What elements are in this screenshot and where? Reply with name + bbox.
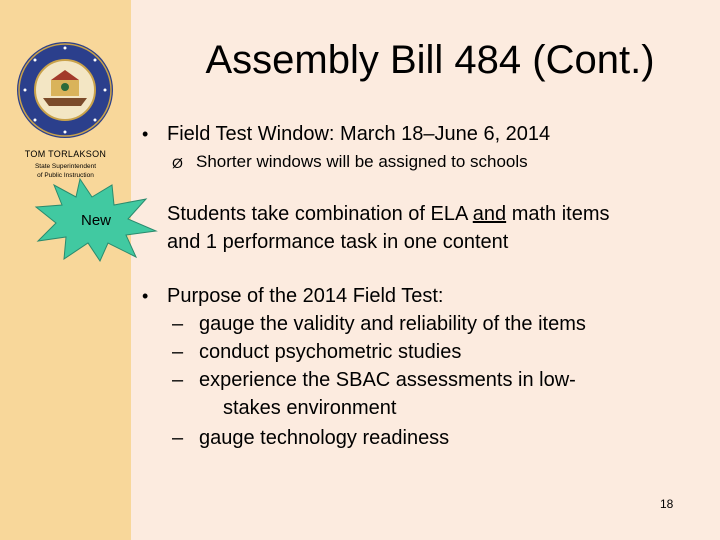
arrow-bullet-icon: Ø [172,155,183,171]
bullet-students-take-line2: and 1 performance task in one content [167,231,509,253]
bullet-purpose: Purpose of the 2014 Field Test: [167,285,444,307]
students-take-text: Students take combination of ELA [167,203,473,225]
sub-bullet-shorter-windows: Shorter windows will be assigned to schools [196,152,528,171]
dash-marker: – [172,341,184,363]
superintendent-name: TOM TORLAKSON [24,149,107,159]
and-underlined-text: and [472,203,507,225]
department-of-education-seal-icon [15,40,115,140]
new-badge-label: New [80,212,111,229]
slide-title: Assembly Bill 484 (Cont.) [205,38,655,82]
dash-marker: – [172,427,184,449]
bullet-field-test-window: Field Test Window: March 18–June 6, 2014 [167,123,551,145]
bullet-marker: • [142,286,149,306]
dash-marker: – [172,369,184,391]
dash-item-sbac-line2: stakes environment [223,397,397,419]
page-number: 18 [660,497,674,511]
bullet-students-take-line1 [167,200,610,228]
dash-item-validity: gauge the validity and reliability of the items [199,313,586,335]
superintendent-title-line2: of Public Instruction [37,172,94,179]
superintendent-title-line1: State Superintendent [34,163,97,170]
math-items-text: math items [506,203,610,225]
dash-marker: – [172,313,184,335]
dash-item-technology: gauge technology readiness [199,427,450,449]
dash-item-sbac-line1: experience the SBAC assessments in low- [199,369,576,391]
dash-item-psychometric: conduct psychometric studies [199,341,462,363]
bullet-marker: • [142,124,149,144]
